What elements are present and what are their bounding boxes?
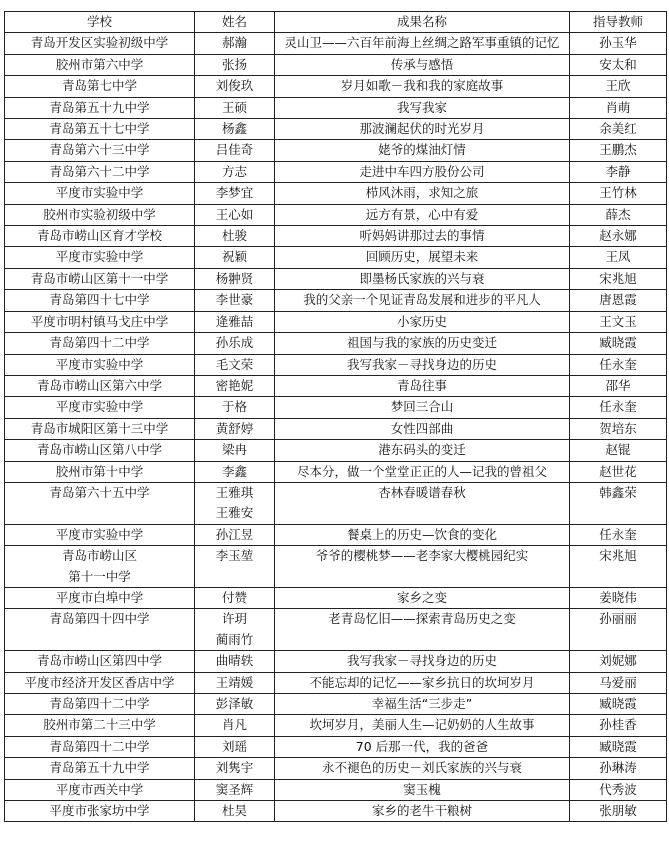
table-row [5,140,667,161]
cell-name: 梁冉 [195,440,275,461]
cell-school: 青岛市城阳区第十三中学 [5,418,195,439]
table-row [5,247,667,268]
cell-teacher: 孙玉华 [570,33,667,54]
cell-name: 李梦宜 [195,183,275,204]
table-row [5,801,667,822]
cell-teacher: 邵华 [570,375,667,396]
table-row [5,715,667,736]
cell-name: 逄雅喆 [195,311,275,332]
cell-school: 平度市白埠中学 [5,587,195,608]
header-title: 成果名称 [275,12,570,33]
cell-teacher: 刘妮娜 [570,651,667,672]
cell-teacher: 臧晓霞 [570,736,667,757]
cell-teacher: 王竹林 [570,183,667,204]
table-row [5,375,667,396]
cell-name: 李世豪 [195,290,275,311]
cell-name: 李玉堃 [195,546,275,588]
cell-teacher: 余美红 [570,119,667,140]
cell-teacher: 唐恩霞 [570,290,667,311]
cell-title: 姥爷的煤油灯情 [275,140,570,161]
cell-school: 平度市实验中学 [5,524,195,545]
cell-title: 女性四部曲 [275,418,570,439]
cell-school: 平度市张家坊中学 [5,801,195,822]
cell-title: 坎坷岁月，美丽人生—记奶奶的人生故事 [275,715,570,736]
table-row [5,546,667,588]
cell-name: 刘隽宇 [195,758,275,779]
cell-teacher: 姜晓伟 [570,587,667,608]
cell-teacher: 任永奎 [570,524,667,545]
cell-title: 传承与感悟 [275,54,570,75]
cell-name: 付赞 [195,587,275,608]
cell-teacher: 宋兆旭 [570,268,667,289]
cell-name: 张扬 [195,54,275,75]
cell-teacher: 安太和 [570,54,667,75]
cell-school: 青岛第七中学 [5,76,195,97]
cell-title: 青岛往事 [275,375,570,396]
table-row [5,758,667,779]
table-row [5,76,667,97]
cell-teacher: 韩鑫荣 [570,482,667,524]
cell-name: 密艳妮 [195,375,275,396]
cell-teacher: 肖萌 [570,97,667,118]
cell-title: 尽本分，做一个堂堂正正的人—记我的曾祖父 [275,461,570,482]
table-row [5,440,667,461]
cell-title: 我写我家－寻找身边的历史 [275,354,570,375]
table-row [5,268,667,289]
cell-school: 青岛第五十九中学 [5,758,195,779]
cell-name: 孙江昱 [195,524,275,545]
cell-name: 彭泽敏 [195,694,275,715]
cell-teacher: 赵永娜 [570,226,667,247]
cell-teacher: 贺培东 [570,418,667,439]
table-row [5,54,667,75]
cell-name: 祝颖 [195,247,275,268]
cell-title: 永不褪色的历史－刘氏家族的兴与衰 [275,758,570,779]
table-row [5,524,667,545]
table-row [5,397,667,418]
table-row [5,461,667,482]
cell-title: 杏林春暖谱春秋 [275,482,570,524]
table-row [5,354,667,375]
cell-title: 家乡之变 [275,587,570,608]
cell-school: 青岛开发区实验初级中学 [5,33,195,54]
table-row [5,33,667,54]
table-row [5,672,667,693]
cell-name: 窦圣辉 [195,779,275,800]
table-body [5,33,667,822]
cell-title: 我写我家－寻找身边的历史 [275,651,570,672]
cell-title: 梦回三合山 [275,397,570,418]
cell-name: 于格 [195,397,275,418]
cell-school: 青岛市崂山区 第十一中学 [5,546,195,588]
cell-name: 郝瀚 [195,33,275,54]
cell-name: 王雅琪 王雅安 [195,482,275,524]
cell-teacher: 张朋敏 [570,801,667,822]
cell-teacher: 马爱丽 [570,672,667,693]
cell-teacher: 王欣 [570,76,667,97]
cell-name: 曲晴轶 [195,651,275,672]
cell-teacher: 任永奎 [570,354,667,375]
cell-school: 胶州市第十中学 [5,461,195,482]
cell-title: 灵山卫——六百年前海上丝绸之路军事重镇的记忆 [275,33,570,54]
cell-school: 青岛市崂山区第八中学 [5,440,195,461]
cell-school: 青岛第四十四中学 [5,609,195,651]
cell-school: 青岛第四十二中学 [5,736,195,757]
table-row [5,290,667,311]
cell-teacher: 孙桂香 [570,715,667,736]
cell-name: 孙乐成 [195,333,275,354]
cell-title: 回顾历史，展望未来 [275,247,570,268]
table-row [5,418,667,439]
cell-title: 家乡的老牛干粮树 [275,801,570,822]
awards-table [4,11,667,822]
cell-school: 青岛市崂山区第四中学 [5,651,195,672]
cell-teacher: 任永奎 [570,397,667,418]
cell-title: 不能忘却的记忆——家乡抗日的坎坷岁月 [275,672,570,693]
cell-teacher: 王凤 [570,247,667,268]
cell-title: 我的父亲一个见证青岛发展和进步的平凡人 [275,290,570,311]
cell-title: 70 后那一代，我的爸爸 [275,736,570,757]
cell-school: 青岛第四十二中学 [5,694,195,715]
cell-school: 胶州市第二十三中学 [5,715,195,736]
cell-name: 吕佳奇 [195,140,275,161]
table-row [5,482,667,524]
cell-school: 青岛第六十五中学 [5,482,195,524]
header-teacher: 指导教师 [570,12,667,33]
cell-name: 杨鑫 [195,119,275,140]
cell-name: 杨翀贤 [195,268,275,289]
table-header-row [5,12,667,33]
table-row [5,779,667,800]
cell-name: 刘俊玖 [195,76,275,97]
cell-school: 平度市西关中学 [5,779,195,800]
cell-title: 远方有景，心中有爱 [275,204,570,225]
cell-title: 祖国与我的家族的历史变迁 [275,333,570,354]
cell-name: 杜昊 [195,801,275,822]
cell-name: 李鑫 [195,461,275,482]
cell-title: 我写我家 [275,97,570,118]
cell-school: 青岛市崂山区育才学校 [5,226,195,247]
cell-title: 港东码头的变迁 [275,440,570,461]
cell-name: 刘瑶 [195,736,275,757]
cell-title: 走进中车四方股份公司 [275,161,570,182]
cell-name: 黄舒婷 [195,418,275,439]
cell-school: 胶州市实验初级中学 [5,204,195,225]
header-school: 学校 [5,12,195,33]
table-row [5,119,667,140]
cell-teacher: 宋兆旭 [570,546,667,588]
cell-title: 餐桌上的历史—饮食的变化 [275,524,570,545]
cell-title: 那波澜起伏的时光岁月 [275,119,570,140]
table-row [5,311,667,332]
cell-school: 胶州市第六中学 [5,54,195,75]
cell-teacher: 王鹏杰 [570,140,667,161]
cell-title: 窦玉槐 [275,779,570,800]
table-row [5,736,667,757]
cell-teacher: 臧晓霞 [570,333,667,354]
cell-school: 青岛第四十二中学 [5,333,195,354]
cell-school: 青岛第六十三中学 [5,140,195,161]
table-row [5,97,667,118]
cell-title: 老青岛忆旧——探索青岛历史之变 [275,609,570,651]
table-row [5,587,667,608]
cell-name: 许玥 蔺雨竹 [195,609,275,651]
table-row [5,651,667,672]
cell-school: 平度市经济开发区香店中学 [5,672,195,693]
cell-school: 平度市明村镇马戈庄中学 [5,311,195,332]
cell-name: 毛文荣 [195,354,275,375]
cell-title: 听妈妈讲那过去的事情 [275,226,570,247]
cell-teacher: 薛杰 [570,204,667,225]
cell-name: 方志 [195,161,275,182]
header-name: 姓名 [195,12,275,33]
cell-name: 王靖媛 [195,672,275,693]
cell-school: 青岛第六十二中学 [5,161,195,182]
cell-teacher: 赵锟 [570,440,667,461]
cell-school: 青岛第五十七中学 [5,119,195,140]
cell-school: 青岛第五十九中学 [5,97,195,118]
cell-school: 平度市实验中学 [5,183,195,204]
table-row [5,161,667,182]
cell-school: 平度市实验中学 [5,354,195,375]
cell-school: 平度市实验中学 [5,247,195,268]
cell-school: 青岛市崂山区第六中学 [5,375,195,396]
cell-school: 青岛市崂山区第十一中学 [5,268,195,289]
cell-teacher: 李静 [570,161,667,182]
cell-title: 小家历史 [275,311,570,332]
cell-teacher: 赵世花 [570,461,667,482]
table-row [5,333,667,354]
cell-title: 即墨杨氏家族的兴与衰 [275,268,570,289]
cell-title: 爷爷的樱桃梦——老李家大樱桃园纪实 [275,546,570,588]
cell-title: 幸福生活“三步走” [275,694,570,715]
cell-school: 平度市实验中学 [5,397,195,418]
cell-name: 王硕 [195,97,275,118]
cell-teacher: 孙琳涛 [570,758,667,779]
cell-name: 肖凡 [195,715,275,736]
table-row [5,694,667,715]
table-row [5,204,667,225]
table-row [5,226,667,247]
table-row [5,183,667,204]
cell-school: 青岛第四十七中学 [5,290,195,311]
cell-name: 杜骏 [195,226,275,247]
cell-teacher: 孙丽丽 [570,609,667,651]
cell-title: 栉风沐雨，求知之旅 [275,183,570,204]
cell-title: 岁月如歌－我和我的家庭故事 [275,76,570,97]
table-row [5,609,667,651]
cell-teacher: 代秀波 [570,779,667,800]
cell-teacher: 臧晓霞 [570,694,667,715]
cell-name: 王心如 [195,204,275,225]
cell-teacher: 王文玉 [570,311,667,332]
